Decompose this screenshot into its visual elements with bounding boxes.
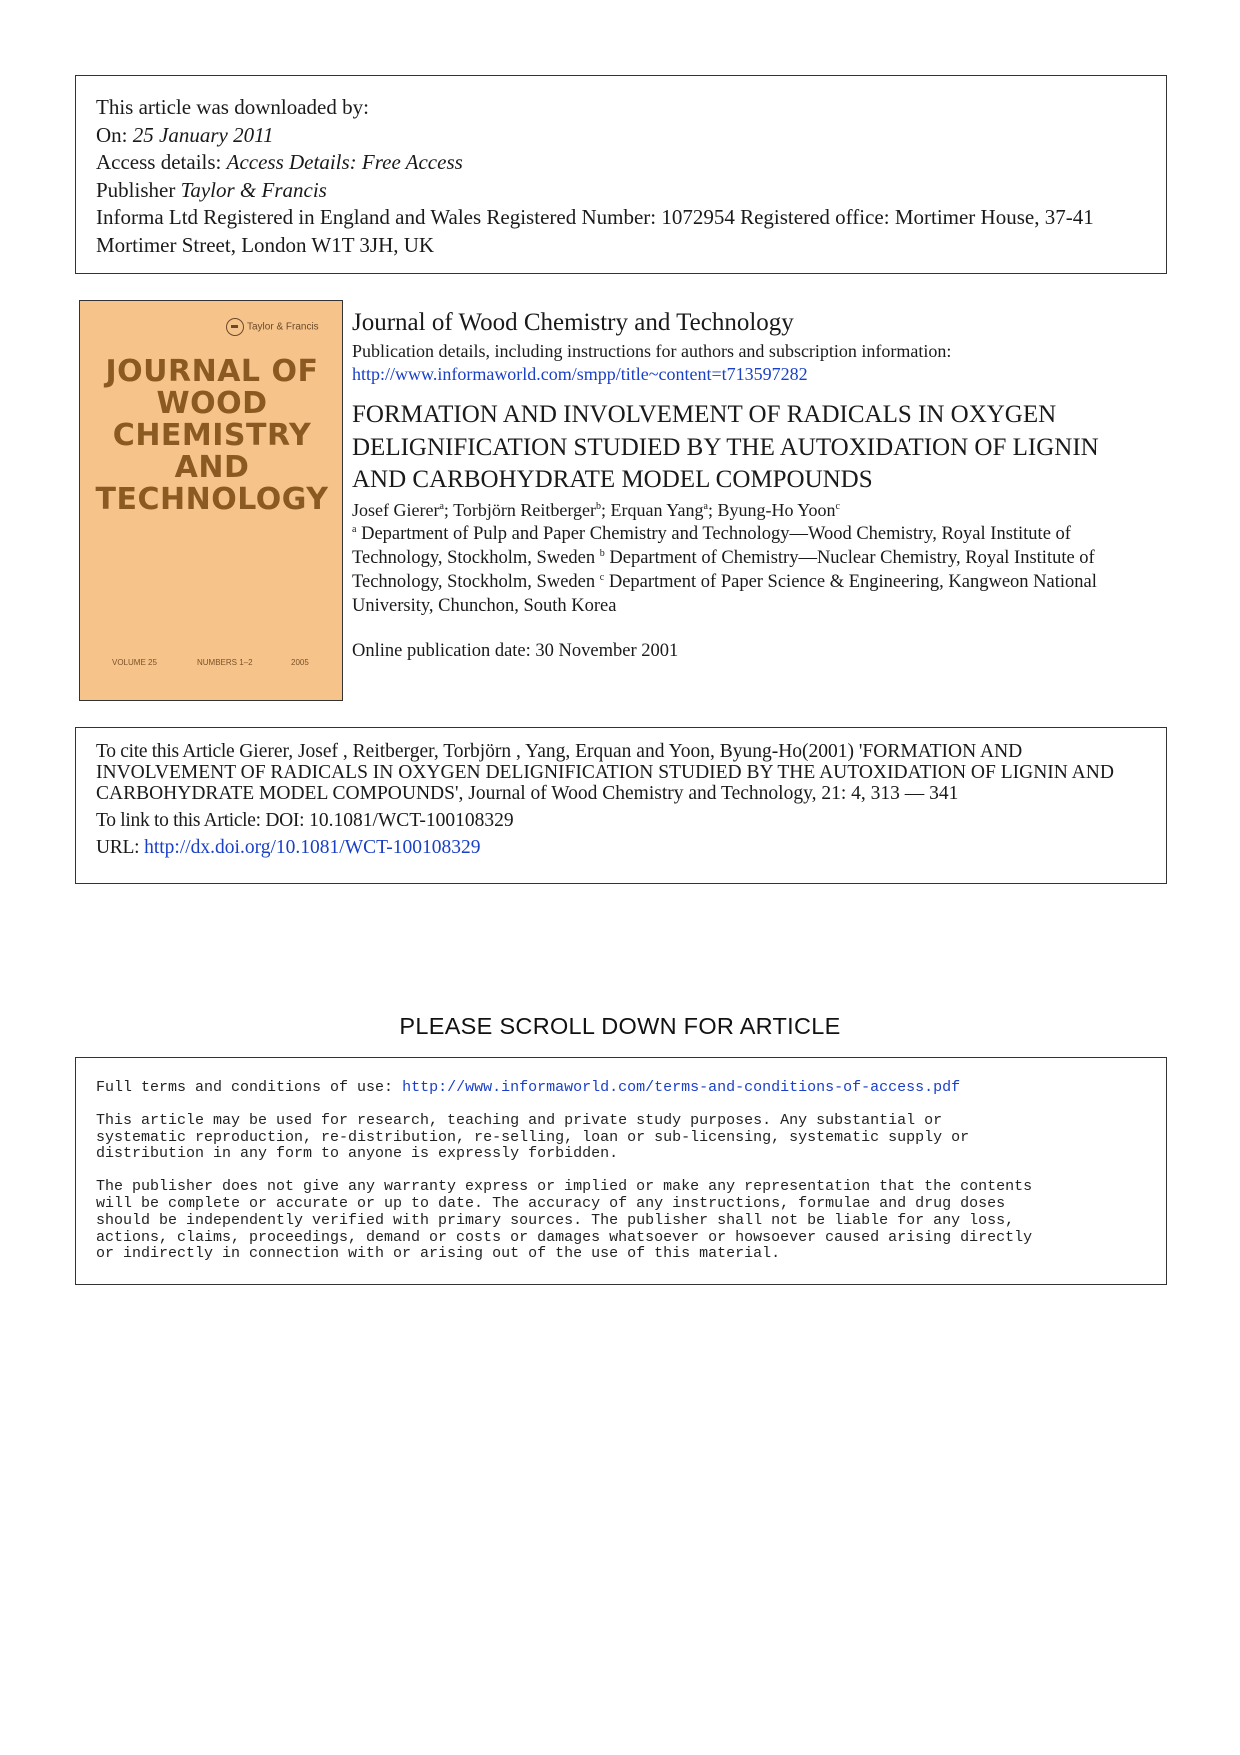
terms-paragraph-disclaimer: The publisher does not give any warranty express or implied or make any representation that the contents will be complete or accurate or up to date. The accuracy of any instructions, formulae and drug doses should be independently verified with primary sources. The publisher shall not be liable for any loss, actions, claims, proceedings, demand or costs or damages whatsoever or howsoever caused arising directly or indirectly in connection with or arising out of the use of this material.	[96, 1178, 1033, 1263]
registration-text: Informa Ltd Registered in England and Wales Registered Number: 1072954 Registered office: Mortimer House, 37-41 Mortimer Street, London W1T 3JH, UK	[96, 205, 1094, 257]
publisher-logo-icon	[226, 318, 244, 336]
download-date-value: 25 January 2011	[132, 122, 274, 147]
terms-label: Full terms and conditions of use:	[96, 1079, 403, 1096]
url-row	[96, 837, 1146, 858]
download-date-line	[96, 122, 1146, 150]
cover-title-line: JOURNAL OF	[105, 354, 319, 389]
terms-url-link[interactable]: http://www.informaworld.com/terms-and-conditions-of-access.pdf	[402, 1079, 961, 1096]
online-publication-date: Online publication date: 30 November 2001	[352, 640, 679, 661]
access-details-line	[96, 149, 1146, 177]
cover-title-line: AND	[174, 450, 250, 485]
taylor-francis-logo	[226, 318, 336, 338]
download-info-box	[75, 75, 1167, 274]
cover-volume: VOLUME 25	[112, 658, 157, 667]
cover-year: 2005	[291, 658, 309, 667]
cover-title	[80, 356, 344, 516]
url-label: URL:	[96, 837, 140, 858]
doi-value: 10.1081/WCT-100108329	[309, 810, 514, 831]
cover-numbers: NUMBERS 1–2	[197, 658, 253, 667]
author-list: Josef Gierer$^a$; Torbjörn Reitberger$^b$; Erquan Yang$^a$; Byung-Ho Yoon$^c$	[352, 499, 840, 520]
publisher-label: Publisher	[96, 177, 181, 202]
doi-url-link[interactable]: http://dx.doi.org/10.1081/WCT-100108329	[144, 837, 481, 858]
download-date-label: On:	[96, 122, 133, 147]
affiliation-marker: b	[599, 547, 605, 559]
publisher-value: Taylor & Francis	[180, 177, 327, 202]
author-name: Josef Gierer	[352, 499, 440, 520]
publication-details: Publication details, including instructions for authors and subscription information:	[352, 341, 952, 361]
citation-box	[75, 727, 1167, 884]
article-title-line: DELIGNIFICATION STUDIED BY THE AUTOXIDATION OF LIGNIN	[352, 433, 1099, 461]
doi-label: To link to this Article: DOI:	[96, 810, 305, 831]
article-title	[352, 399, 1152, 497]
cover-title-line: TECHNOLOGY	[95, 482, 329, 517]
affiliation-marker: a	[352, 523, 357, 535]
affiliation-text: Department of Pulp and Paper Chemistry and Technology—Wood Chemistry, Royal Institute of Technology, Stockholm, Sweden	[352, 523, 1071, 568]
author-name: Erquan Yang	[610, 499, 704, 520]
access-details-label: Access details:	[96, 150, 227, 174]
logo-text: Taylor & Francis	[247, 321, 319, 333]
affiliation-text: Department of Chemistry—Nuclear Chemistry, Royal Institute of Technology, Stockholm, Sweden	[352, 547, 1095, 592]
article-title-line: AND CARBOHYDRATE MODEL COMPOUNDS	[352, 466, 873, 493]
doi-row	[96, 810, 1146, 831]
cover-title-line: WOOD	[156, 386, 268, 421]
terms-box	[75, 1057, 1167, 1285]
publisher-line	[96, 177, 1146, 205]
author-affiliation-marker: b	[595, 500, 601, 512]
affiliation-text: Department of Paper Science & Engineering, Kangweon National University, Chunchon, South Korea	[352, 571, 1097, 616]
download-line: This article was downloaded by:	[96, 95, 369, 119]
cite-text: Gierer, Josef , Reitberger, Torbjörn , Yang, Erquan and Yoon, Byung-Ho(2001) 'FORMATION AND INVOLVEMENT OF RADICALS IN OXYGEN DELIGNIFICATION STUDIED BY THE AUTOXIDATION OF LIGNIN AND CARBOHYDRATE MODEL COMPOUNDS', Journal of Wood Chemistry and Technology, 21: 4, 313 — 341	[96, 741, 1114, 804]
terms-paragraph-usage: This article may be used for research, teaching and private study purposes. Any substantial or systematic reproduction, re-distribution, re-selling, loan or sub-licensing, systematic supply or distribution in any form to anyone is expressly forbidden.	[96, 1111, 970, 1163]
access-details-value: Access Details: Free Access	[226, 150, 463, 174]
scroll-notice: PLEASE SCROLL DOWN FOR ARTICLE	[399, 1013, 841, 1039]
author-affiliation-marker: a	[703, 500, 708, 512]
journal-url-link[interactable]: http://www.informaworld.com/smpp/title~content=t713597282	[352, 364, 808, 384]
author-affiliation-marker: c	[835, 500, 840, 512]
terms-line	[96, 1080, 1146, 1097]
article-title-line: FORMATION AND INVOLVEMENT OF RADICALS IN OXYGEN	[352, 401, 1057, 428]
cover-title-line: CHEMISTRY	[112, 418, 312, 453]
cite-row	[96, 741, 1146, 804]
journal-info	[352, 306, 1152, 663]
author-name: Byung-Ho Yoon	[717, 499, 836, 520]
author-affiliation-marker: a	[439, 500, 444, 512]
journal-title: Journal of Wood Chemistry and Technology	[352, 309, 794, 336]
affiliations	[352, 522, 1142, 618]
journal-cover-image	[79, 300, 343, 701]
cite-label: To cite this Article	[96, 741, 235, 762]
affiliation-marker: c	[599, 571, 605, 583]
author-name: Torbjörn Reitberger	[453, 499, 596, 520]
